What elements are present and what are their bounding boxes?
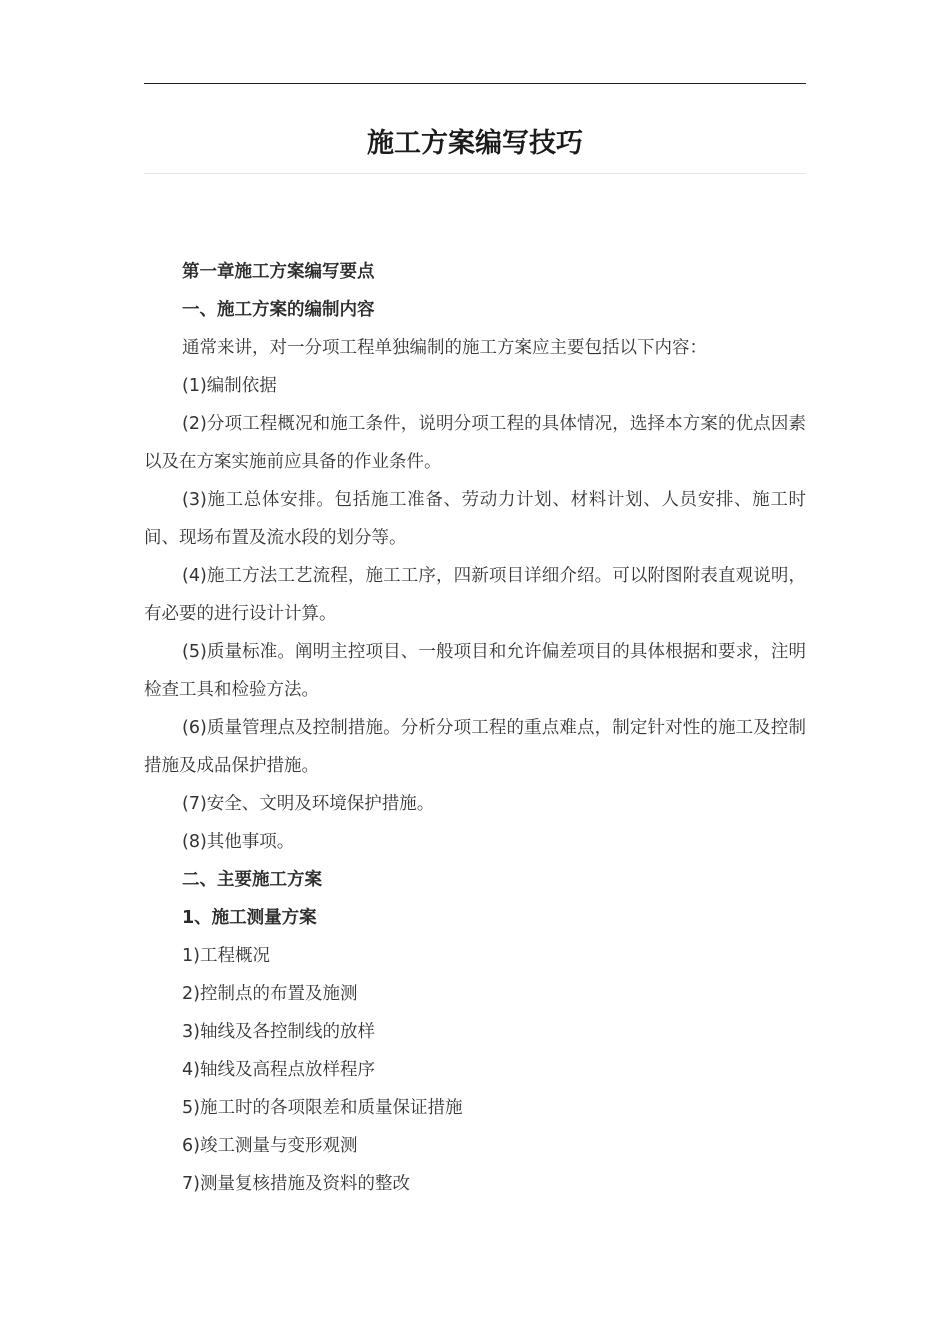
section-heading: 第一章施工方案编写要点 — [182, 262, 375, 282]
body-paragraph: 2)控制点的布置及施测 — [182, 984, 358, 1004]
body-paragraph: (6)质量管理点及控制措施。分析分项工程的重点难点，制定针对性的施工及控制措施及成品保护措施。 — [144, 718, 806, 776]
document-title: 施工方案编写技巧 — [367, 128, 583, 159]
body-paragraph: (5)质量标准。阐明主控项目、一般项目和允许偏差项目的具体根据和要求，注明检查工具和检验方法。 — [144, 642, 806, 700]
body-paragraph: 5)施工时的各项限差和质量保证措施 — [182, 1098, 463, 1118]
section-heading: 1、施工测量方案 — [182, 908, 317, 928]
body-paragraph: 6)竣工测量与变形观测 — [182, 1136, 358, 1156]
body-paragraph: (7)安全、文明及环境保护措施。 — [182, 794, 435, 814]
body-paragraph: (8)其他事项。 — [182, 832, 295, 852]
body-paragraph: 通常来讲，对一分项工程单独编制的施工方案应主要包括以下内容： — [182, 338, 707, 358]
title-divider — [144, 173, 806, 174]
section-heading: 一、施工方案的编制内容 — [182, 300, 375, 320]
header-rule — [144, 83, 806, 84]
body-paragraph: 7)测量复核措施及资料的整改 — [182, 1174, 410, 1194]
body-paragraph: (2)分项工程概况和施工条件，说明分项工程的具体情况，选择本方案的优点因素以及在方案实施前应具备的作业条件。 — [144, 414, 806, 472]
body-paragraph: (4)施工方法工艺流程，施工工序，四新项目详细介绍。可以附图附表直观说明，有必要的进行设计计算。 — [144, 566, 806, 624]
body-paragraph: (3)施工总体安排。包括施工准备、劳动力计划、材料计划、人员安排、施工时间、现场布置及流水段的划分等。 — [144, 490, 806, 548]
body-paragraph: 4)轴线及高程点放样程序 — [182, 1060, 375, 1080]
body-paragraph: 1)工程概况 — [182, 946, 270, 966]
section-heading: 二、主要施工方案 — [182, 870, 322, 890]
body-paragraph: 3)轴线及各控制线的放样 — [182, 1022, 375, 1042]
document-body — [144, 253, 806, 1203]
body-paragraph: (1)编制依据 — [182, 376, 277, 396]
